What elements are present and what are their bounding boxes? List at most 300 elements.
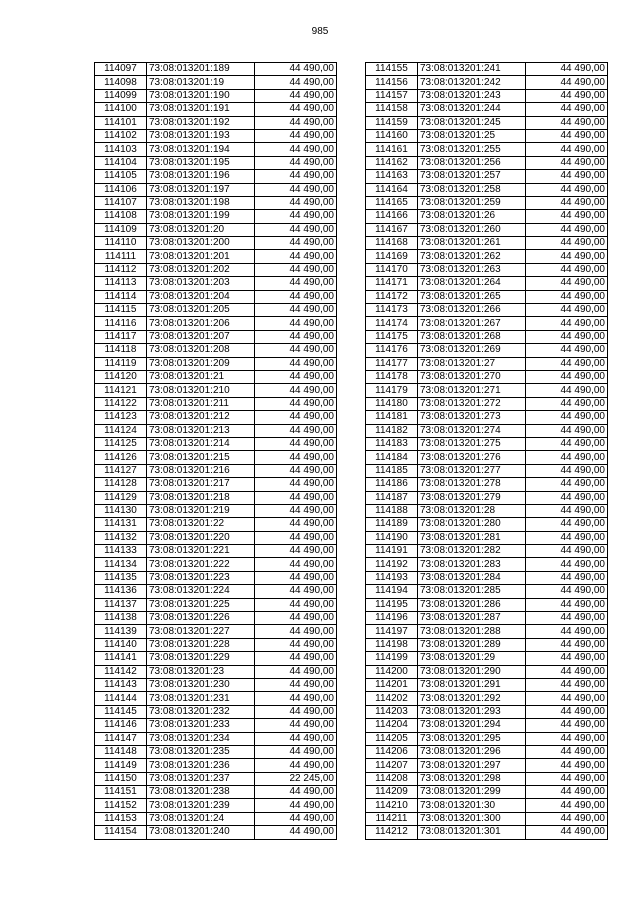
- row-number-cell: 114169: [366, 250, 418, 263]
- cadastral-number-cell: 73:08:013201:236: [147, 759, 255, 772]
- value-cell: 44 490,00: [526, 397, 608, 410]
- table-row: [95, 344, 337, 357]
- cadastral-number-cell: 73:08:013201:210: [147, 384, 255, 397]
- row-number-cell: 114105: [95, 170, 147, 183]
- cadastral-number-cell: 73:08:013201:274: [418, 424, 526, 437]
- row-number-cell: 114160: [366, 129, 418, 142]
- table-row: [366, 250, 608, 263]
- cadastral-number-cell: 73:08:013201:202: [147, 263, 255, 276]
- value-cell: 44 490,00: [526, 384, 608, 397]
- value-cell: 44 490,00: [526, 424, 608, 437]
- table-row: [366, 344, 608, 357]
- value-cell: 44 490,00: [255, 705, 337, 718]
- cadastral-number-cell: 73:08:013201:220: [147, 531, 255, 544]
- value-cell: 44 490,00: [255, 183, 337, 196]
- cadastral-number-cell: 73:08:013201:245: [418, 116, 526, 129]
- row-number-cell: 114161: [366, 143, 418, 156]
- table-row: [366, 745, 608, 758]
- value-cell: 44 490,00: [255, 518, 337, 531]
- table-row: [95, 357, 337, 370]
- table-row: [366, 304, 608, 317]
- row-number-cell: 114123: [95, 411, 147, 424]
- value-cell: 44 490,00: [255, 491, 337, 504]
- row-number-cell: 114124: [95, 424, 147, 437]
- value-cell: 44 490,00: [255, 156, 337, 169]
- row-number-cell: 114204: [366, 719, 418, 732]
- row-number-cell: 114135: [95, 571, 147, 584]
- table-row: [95, 411, 337, 424]
- value-cell: 44 490,00: [526, 585, 608, 598]
- row-number-cell: 114181: [366, 411, 418, 424]
- cadastral-number-cell: 73:08:013201:219: [147, 504, 255, 517]
- cadastral-number-cell: 73:08:013201:223: [147, 571, 255, 584]
- value-cell: 44 490,00: [255, 237, 337, 250]
- cadastral-number-cell: 73:08:013201:214: [147, 437, 255, 450]
- row-number-cell: 114139: [95, 625, 147, 638]
- cadastral-number-cell: 73:08:013201:227: [147, 625, 255, 638]
- table-row: [95, 638, 337, 651]
- value-cell: 44 490,00: [255, 571, 337, 584]
- cadastral-number-cell: 73:08:013201:19: [147, 76, 255, 89]
- value-cell: 44 490,00: [255, 478, 337, 491]
- value-cell: 44 490,00: [255, 759, 337, 772]
- table-row: [366, 116, 608, 129]
- value-cell: 44 490,00: [526, 370, 608, 383]
- row-number-cell: 114142: [95, 665, 147, 678]
- cadastral-number-cell: 73:08:013201:197: [147, 183, 255, 196]
- cadastral-number-cell: 73:08:013201:221: [147, 545, 255, 558]
- cadastral-number-cell: 73:08:013201:204: [147, 290, 255, 303]
- row-number-cell: 114167: [366, 223, 418, 236]
- cadastral-number-cell: 73:08:013201:229: [147, 652, 255, 665]
- row-number-cell: 114126: [95, 451, 147, 464]
- row-number-cell: 114209: [366, 786, 418, 799]
- row-number-cell: 114176: [366, 344, 418, 357]
- cadastral-number-cell: 73:08:013201:205: [147, 304, 255, 317]
- cadastral-number-cell: 73:08:013201:285: [418, 585, 526, 598]
- row-number-cell: 114128: [95, 478, 147, 491]
- value-cell: 44 490,00: [255, 545, 337, 558]
- value-cell: 44 490,00: [255, 464, 337, 477]
- table-row: [366, 531, 608, 544]
- table-row: [95, 759, 337, 772]
- value-cell: 22 245,00: [255, 772, 337, 785]
- row-number-cell: 114127: [95, 464, 147, 477]
- cadastral-number-cell: 73:08:013201:266: [418, 304, 526, 317]
- registry-table-right: [365, 62, 608, 840]
- cadastral-number-cell: 73:08:013201:225: [147, 598, 255, 611]
- row-number-cell: 114117: [95, 330, 147, 343]
- table-row: [366, 558, 608, 571]
- row-number-cell: 114157: [366, 89, 418, 102]
- value-cell: 44 490,00: [255, 263, 337, 276]
- table-row: [366, 786, 608, 799]
- row-number-cell: 114148: [95, 745, 147, 758]
- cadastral-number-cell: 73:08:013201:296: [418, 745, 526, 758]
- row-number-cell: 114165: [366, 196, 418, 209]
- table-row: [366, 317, 608, 330]
- cadastral-number-cell: 73:08:013201:237: [147, 772, 255, 785]
- row-number-cell: 114158: [366, 103, 418, 116]
- cadastral-number-cell: 73:08:013201:200: [147, 237, 255, 250]
- cadastral-number-cell: 73:08:013201:261: [418, 237, 526, 250]
- table-row: [366, 143, 608, 156]
- value-cell: 44 490,00: [526, 63, 608, 76]
- value-cell: 44 490,00: [526, 678, 608, 691]
- row-number-cell: 114185: [366, 464, 418, 477]
- row-number-cell: 114104: [95, 156, 147, 169]
- table-row: [366, 625, 608, 638]
- row-number-cell: 114159: [366, 116, 418, 129]
- table-row: [95, 491, 337, 504]
- cadastral-number-cell: 73:08:013201:265: [418, 290, 526, 303]
- cadastral-number-cell: 73:08:013201:242: [418, 76, 526, 89]
- value-cell: 44 490,00: [255, 665, 337, 678]
- cadastral-number-cell: 73:08:013201:234: [147, 732, 255, 745]
- table-row: [366, 330, 608, 343]
- table-row: [95, 116, 337, 129]
- value-cell: 44 490,00: [526, 558, 608, 571]
- table-row: [95, 89, 337, 102]
- table-row: [366, 585, 608, 598]
- cadastral-number-cell: 73:08:013201:21: [147, 370, 255, 383]
- value-cell: 44 490,00: [526, 799, 608, 812]
- table-row: [95, 478, 337, 491]
- table-row: [95, 464, 337, 477]
- row-number-cell: 114173: [366, 304, 418, 317]
- cadastral-number-cell: 73:08:013201:189: [147, 63, 255, 76]
- table-row: [366, 678, 608, 691]
- value-cell: 44 490,00: [255, 357, 337, 370]
- row-number-cell: 114198: [366, 638, 418, 651]
- value-cell: 44 490,00: [526, 250, 608, 263]
- table-row: [95, 652, 337, 665]
- row-number-cell: 114112: [95, 263, 147, 276]
- value-cell: 44 490,00: [255, 196, 337, 209]
- table-row: [366, 210, 608, 223]
- value-cell: 44 490,00: [526, 451, 608, 464]
- table-row: [95, 196, 337, 209]
- cadastral-number-cell: 73:08:013201:284: [418, 571, 526, 584]
- cadastral-number-cell: 73:08:013201:228: [147, 638, 255, 651]
- value-cell: 44 490,00: [526, 116, 608, 129]
- row-number-cell: 114109: [95, 223, 147, 236]
- value-cell: 44 490,00: [526, 545, 608, 558]
- table-row: [95, 103, 337, 116]
- row-number-cell: 114207: [366, 759, 418, 772]
- row-number-cell: 114138: [95, 612, 147, 625]
- table-row: [95, 772, 337, 785]
- value-cell: 44 490,00: [255, 598, 337, 611]
- row-number-cell: 114125: [95, 437, 147, 450]
- value-cell: 44 490,00: [255, 63, 337, 76]
- table-row: [95, 451, 337, 464]
- cadastral-number-cell: 73:08:013201:26: [418, 210, 526, 223]
- table-row: [95, 558, 337, 571]
- value-cell: 44 490,00: [255, 786, 337, 799]
- cadastral-number-cell: 73:08:013201:267: [418, 317, 526, 330]
- cadastral-number-cell: 73:08:013201:258: [418, 183, 526, 196]
- row-number-cell: 114163: [366, 170, 418, 183]
- value-cell: 44 490,00: [526, 652, 608, 665]
- value-cell: 44 490,00: [255, 585, 337, 598]
- cadastral-number-cell: 73:08:013201:286: [418, 598, 526, 611]
- table-row: [366, 799, 608, 812]
- row-number-cell: 114190: [366, 531, 418, 544]
- value-cell: 44 490,00: [526, 732, 608, 745]
- value-cell: 44 490,00: [255, 277, 337, 290]
- table-row: [95, 76, 337, 89]
- cadastral-number-cell: 73:08:013201:301: [418, 826, 526, 839]
- cadastral-number-cell: 73:08:013201:194: [147, 143, 255, 156]
- value-cell: 44 490,00: [526, 504, 608, 517]
- value-cell: 44 490,00: [526, 210, 608, 223]
- row-number-cell: 114146: [95, 719, 147, 732]
- cadastral-number-cell: 73:08:013201:270: [418, 370, 526, 383]
- table-row: [95, 170, 337, 183]
- row-number-cell: 114154: [95, 826, 147, 839]
- table-row: [95, 598, 337, 611]
- table-row: [366, 370, 608, 383]
- table-row: [366, 692, 608, 705]
- row-number-cell: 114197: [366, 625, 418, 638]
- row-number-cell: 114107: [95, 196, 147, 209]
- value-cell: 44 490,00: [255, 437, 337, 450]
- table-row: [95, 129, 337, 142]
- table-row: [95, 531, 337, 544]
- table-row: [366, 665, 608, 678]
- cadastral-number-cell: 73:08:013201:193: [147, 129, 255, 142]
- table-row: [95, 732, 337, 745]
- table-row: [366, 397, 608, 410]
- row-number-cell: 114203: [366, 705, 418, 718]
- cadastral-number-cell: 73:08:013201:271: [418, 384, 526, 397]
- cadastral-number-cell: 73:08:013201:295: [418, 732, 526, 745]
- row-number-cell: 114212: [366, 826, 418, 839]
- cadastral-number-cell: 73:08:013201:282: [418, 545, 526, 558]
- table-row: [95, 330, 337, 343]
- value-cell: 44 490,00: [255, 384, 337, 397]
- cadastral-number-cell: 73:08:013201:232: [147, 705, 255, 718]
- row-number-cell: 114149: [95, 759, 147, 772]
- cadastral-number-cell: 73:08:013201:287: [418, 612, 526, 625]
- value-cell: 44 490,00: [526, 464, 608, 477]
- row-number-cell: 114110: [95, 237, 147, 250]
- table-row: [366, 384, 608, 397]
- table-row: [366, 478, 608, 491]
- value-cell: 44 490,00: [255, 692, 337, 705]
- table-row: [95, 799, 337, 812]
- table-row: [95, 745, 337, 758]
- cadastral-number-cell: 73:08:013201:218: [147, 491, 255, 504]
- table-row: [366, 652, 608, 665]
- value-cell: 44 490,00: [255, 116, 337, 129]
- row-number-cell: 114170: [366, 263, 418, 276]
- table-row: [366, 437, 608, 450]
- table-row: [366, 156, 608, 169]
- table-row: [95, 384, 337, 397]
- value-cell: 44 490,00: [526, 612, 608, 625]
- row-number-cell: 114156: [366, 76, 418, 89]
- value-cell: 44 490,00: [255, 210, 337, 223]
- cadastral-number-cell: 73:08:013201:291: [418, 678, 526, 691]
- row-number-cell: 114196: [366, 612, 418, 625]
- value-cell: 44 490,00: [255, 719, 337, 732]
- cadastral-number-cell: 73:08:013201:195: [147, 156, 255, 169]
- row-number-cell: 114116: [95, 317, 147, 330]
- cadastral-number-cell: 73:08:013201:233: [147, 719, 255, 732]
- page-number: 985: [311, 26, 329, 37]
- cadastral-number-cell: 73:08:013201:300: [418, 812, 526, 825]
- value-cell: 44 490,00: [526, 745, 608, 758]
- table-row: [366, 504, 608, 517]
- registry-table-body: [366, 63, 608, 840]
- value-cell: 44 490,00: [255, 558, 337, 571]
- value-cell: 44 490,00: [255, 223, 337, 236]
- value-cell: 44 490,00: [255, 826, 337, 839]
- cadastral-number-cell: 73:08:013201:275: [418, 437, 526, 450]
- table-row: [95, 250, 337, 263]
- row-number-cell: 114208: [366, 772, 418, 785]
- value-cell: 44 490,00: [526, 786, 608, 799]
- row-number-cell: 114194: [366, 585, 418, 598]
- value-cell: 44 490,00: [255, 129, 337, 142]
- row-number-cell: 114136: [95, 585, 147, 598]
- registry-table-left: [94, 62, 337, 840]
- table-row: [366, 638, 608, 651]
- table-row: [95, 571, 337, 584]
- cadastral-number-cell: 73:08:013201:25: [418, 129, 526, 142]
- cadastral-number-cell: 73:08:013201:276: [418, 451, 526, 464]
- cadastral-number-cell: 73:08:013201:299: [418, 786, 526, 799]
- row-number-cell: 114177: [366, 357, 418, 370]
- cadastral-number-cell: 73:08:013201:199: [147, 210, 255, 223]
- value-cell: 44 490,00: [255, 652, 337, 665]
- value-cell: 44 490,00: [526, 719, 608, 732]
- cadastral-number-cell: 73:08:013201:262: [418, 250, 526, 263]
- cadastral-number-cell: 73:08:013201:206: [147, 317, 255, 330]
- value-cell: 44 490,00: [526, 518, 608, 531]
- table-row: [366, 290, 608, 303]
- table-row: [95, 277, 337, 290]
- value-cell: 44 490,00: [526, 826, 608, 839]
- value-cell: 44 490,00: [526, 237, 608, 250]
- row-number-cell: 114201: [366, 678, 418, 691]
- value-cell: 44 490,00: [255, 250, 337, 263]
- row-number-cell: 114115: [95, 304, 147, 317]
- cadastral-number-cell: 73:08:013201:192: [147, 116, 255, 129]
- cadastral-number-cell: 73:08:013201:292: [418, 692, 526, 705]
- registry-table-body: [95, 63, 337, 840]
- row-number-cell: 114133: [95, 545, 147, 558]
- row-number-cell: 114143: [95, 678, 147, 691]
- value-cell: 44 490,00: [526, 156, 608, 169]
- value-cell: 44 490,00: [526, 625, 608, 638]
- cadastral-number-cell: 73:08:013201:212: [147, 411, 255, 424]
- table-row: [95, 424, 337, 437]
- value-cell: 44 490,00: [255, 143, 337, 156]
- row-number-cell: 114119: [95, 357, 147, 370]
- table-row: [366, 571, 608, 584]
- cadastral-number-cell: 73:08:013201:201: [147, 250, 255, 263]
- row-number-cell: 114202: [366, 692, 418, 705]
- value-cell: 44 490,00: [255, 411, 337, 424]
- table-row: [366, 103, 608, 116]
- cadastral-number-cell: 73:08:013201:217: [147, 478, 255, 491]
- value-cell: 44 490,00: [526, 290, 608, 303]
- cadastral-number-cell: 73:08:013201:28: [418, 504, 526, 517]
- value-cell: 44 490,00: [526, 638, 608, 651]
- table-row: [366, 826, 608, 839]
- row-number-cell: 114192: [366, 558, 418, 571]
- row-number-cell: 114183: [366, 437, 418, 450]
- table-row: [366, 63, 608, 76]
- table-row: [95, 370, 337, 383]
- cadastral-number-cell: 73:08:013201:24: [147, 812, 255, 825]
- cadastral-number-cell: 73:08:013201:213: [147, 424, 255, 437]
- value-cell: 44 490,00: [526, 772, 608, 785]
- row-number-cell: 114172: [366, 290, 418, 303]
- cadastral-number-cell: 73:08:013201:283: [418, 558, 526, 571]
- row-number-cell: 114150: [95, 772, 147, 785]
- row-number-cell: 114206: [366, 745, 418, 758]
- row-number-cell: 114102: [95, 129, 147, 142]
- table-row: [366, 464, 608, 477]
- table-row: [95, 63, 337, 76]
- table-row: [366, 263, 608, 276]
- row-number-cell: 114114: [95, 290, 147, 303]
- cadastral-number-cell: 73:08:013201:264: [418, 277, 526, 290]
- row-number-cell: 114180: [366, 397, 418, 410]
- cadastral-number-cell: 73:08:013201:231: [147, 692, 255, 705]
- cadastral-number-cell: 73:08:013201:268: [418, 330, 526, 343]
- table-row: [95, 237, 337, 250]
- row-number-cell: 114195: [366, 598, 418, 611]
- table-row: [95, 692, 337, 705]
- cadastral-number-cell: 73:08:013201:269: [418, 344, 526, 357]
- value-cell: 44 490,00: [255, 330, 337, 343]
- table-row: [95, 585, 337, 598]
- cadastral-number-cell: 73:08:013201:243: [418, 89, 526, 102]
- value-cell: 44 490,00: [255, 76, 337, 89]
- cadastral-number-cell: 73:08:013201:294: [418, 719, 526, 732]
- table-row: [95, 304, 337, 317]
- row-number-cell: 114162: [366, 156, 418, 169]
- row-number-cell: 114118: [95, 344, 147, 357]
- cadastral-number-cell: 73:08:013201:208: [147, 344, 255, 357]
- cadastral-number-cell: 73:08:013201:255: [418, 143, 526, 156]
- row-number-cell: 114187: [366, 491, 418, 504]
- value-cell: 44 490,00: [526, 103, 608, 116]
- table-row: [366, 451, 608, 464]
- value-cell: 44 490,00: [526, 143, 608, 156]
- value-cell: 44 490,00: [526, 411, 608, 424]
- cadastral-number-cell: 73:08:013201:256: [418, 156, 526, 169]
- value-cell: 44 490,00: [255, 745, 337, 758]
- cadastral-number-cell: 73:08:013201:298: [418, 772, 526, 785]
- cadastral-number-cell: 73:08:013201:239: [147, 799, 255, 812]
- table-row: [366, 170, 608, 183]
- table-row: [366, 129, 608, 142]
- value-cell: 44 490,00: [526, 183, 608, 196]
- cadastral-number-cell: 73:08:013201:241: [418, 63, 526, 76]
- value-cell: 44 490,00: [526, 478, 608, 491]
- cadastral-number-cell: 73:08:013201:259: [418, 196, 526, 209]
- table-row: [366, 277, 608, 290]
- row-number-cell: 114132: [95, 531, 147, 544]
- value-cell: 44 490,00: [526, 437, 608, 450]
- value-cell: 44 490,00: [255, 397, 337, 410]
